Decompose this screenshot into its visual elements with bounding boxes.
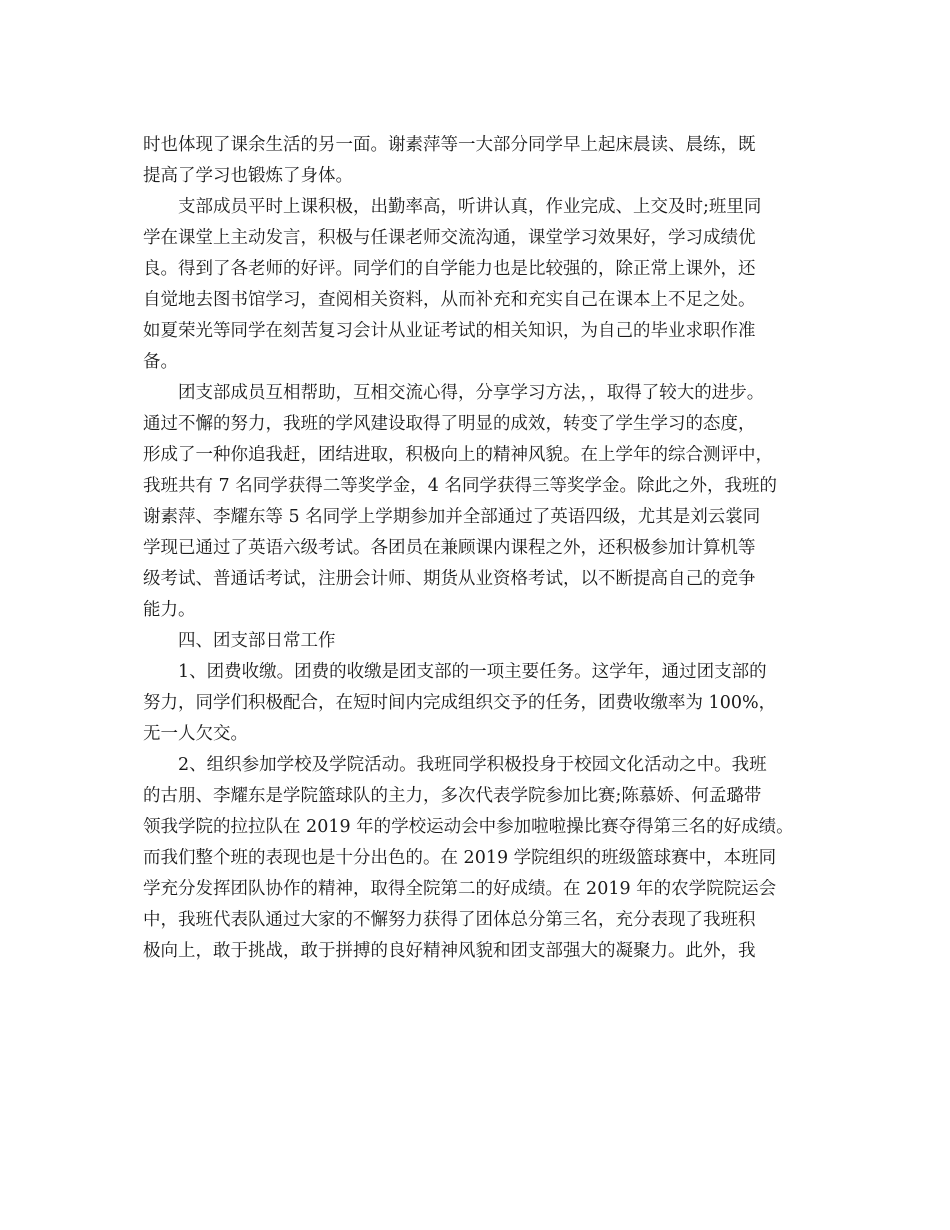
text-line: 无一人欠交。 bbox=[143, 724, 248, 744]
text-line: 备。 bbox=[143, 352, 178, 372]
text-line: 通过不懈的努力，我班的学风建设取得了明显的成效，转变了学生学习的态度， bbox=[143, 414, 756, 434]
text-line: 努力，同学们积极配合，在短时间内完成组织交予的任务，团费收缴率为 100%， bbox=[143, 693, 777, 713]
text-line: 2、组织参加学校及学院活动。我班同学积极投身于校园文化活动之中。我班 bbox=[143, 755, 767, 775]
text-line: 级考试、普通话考试，注册会计师、期货从业资格考试，以不断提高自己的竞争 bbox=[143, 569, 756, 589]
text-line: 良。得到了各老师的好评。同学们的自学能力也是比较强的，除正常上课外，还 bbox=[143, 259, 756, 279]
text-line: 学在课堂上主动发言，积极与任课老师交流沟通，课堂学习效果好，学习成绩优 bbox=[143, 228, 756, 248]
text-line: 学充分发挥团队协作的精神，取得全院第二的好成绩。在 2019 年的农学院院运会 bbox=[143, 879, 777, 899]
text-line: 提高了学习也锻炼了身体。 bbox=[143, 166, 353, 186]
text-line: 领我学院的拉拉队在 2019 年的学校运动会中参加啦啦操比赛夺得第三名的好成绩。 bbox=[143, 817, 794, 837]
text-line: 中，我班代表队通过大家的不懈努力获得了团体总分第三名，充分表现了我班积 bbox=[143, 910, 756, 930]
text-line: 我班共有 7 名同学获得二等奖学金，4 名同学获得三等奖学金。除此之外，我班的 bbox=[143, 476, 777, 496]
text-line: 能力。 bbox=[143, 600, 196, 620]
text-line: 学现已通过了英语六级考试。各团员在兼顾课内课程之外，还积极参加计算机等 bbox=[143, 538, 756, 558]
text-line: 如夏荣光等同学在刻苦复习会计从业证考试的相关知识，为自己的毕业求职作准 bbox=[143, 321, 756, 341]
text-line: 形成了一种你追我赶，团结进取，积极向上的精神风貌。在上学年的综合测评中， bbox=[143, 445, 773, 465]
text-line: 而我们整个班的表现也是十分出色的。在 2019 学院组织的班级篮球赛中，本班同 bbox=[143, 848, 777, 868]
body-text bbox=[143, 130, 823, 967]
text-line: 支部成员平时上课积极，出勤率高，听讲认真，作业完成、上交及时;班里同 bbox=[143, 197, 762, 217]
text-line: 谢素萍、李耀东等 5 名同学上学期参加并全部通过了英语四级，尤其是刘云裳同 bbox=[143, 507, 761, 527]
text-line: 团支部成员互相帮助，互相交流心得，分享学习方法，，取得了较大的进步。 bbox=[143, 383, 765, 403]
text-line: 1、团费收缴。团费的收缴是团支部的一项主要任务。这学年，通过团支部的 bbox=[143, 662, 767, 682]
text-line: 极向上，敢于挑战，敢于拼搏的良好精神风貌和团支部强大的凝聚力。此外，我 bbox=[143, 941, 756, 961]
text-line: 时也体现了课余生活的另一面。谢素萍等一大部分同学早上起床晨读、晨练，既 bbox=[143, 135, 756, 155]
text-line: 的古朋、李耀东是学院篮球队的主力，多次代表学院参加比赛;陈慕娇、何孟璐带 bbox=[143, 786, 762, 806]
section-heading: 四、团支部日常工作 bbox=[143, 631, 336, 651]
text-line: 自觉地去图书馆学习，查阅相关资料，从而补充和充实自己在课本上不足之处。 bbox=[143, 290, 756, 310]
